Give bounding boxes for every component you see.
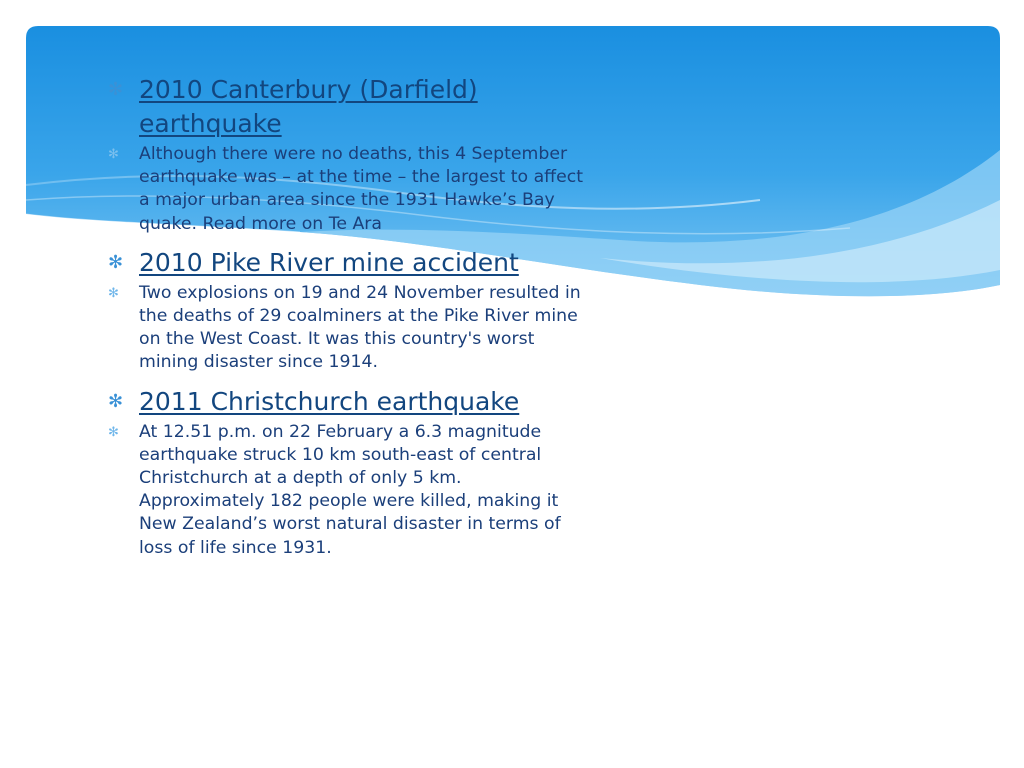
list-item: [108, 385, 588, 419]
list-item: [108, 246, 588, 280]
heading-link[interactable]: 2011 Christchurch earthquake: [139, 386, 520, 416]
list-item: [108, 73, 588, 141]
asterisk-icon: ✻: [108, 251, 124, 273]
asterisk-icon: ✻: [108, 79, 124, 100]
list-item: [108, 282, 588, 375]
asterisk-icon: ✻: [108, 390, 124, 412]
heading-link[interactable]: 2010 Pike River mine accident: [139, 247, 519, 277]
body-text: Two explosions on 19 and 24 November resulted in the deaths of 29 coalminers at the Pike River mine on the West Coast. It was this country's worst mining disaster since 1914.: [139, 282, 581, 373]
asterisk-icon: ✻: [108, 424, 119, 440]
body-text: Although there were no deaths, this 4 September earthquake was – at the time – the largest to affect a major urban area since the 1931 Hawke’s Bay quake. Read more on Te Ara: [139, 144, 583, 234]
slide-content: [108, 73, 588, 570]
asterisk-icon: ✻: [108, 147, 119, 162]
list-item: [108, 421, 588, 560]
heading-link[interactable]: 2010 Canterbury (Darfield) earthquake: [139, 75, 478, 138]
list-item: [108, 143, 588, 236]
asterisk-icon: ✻: [108, 285, 119, 301]
body-text: At 12.51 p.m. on 22 February a 6.3 magnitude earthquake struck 10 km south-east of central Christchurch at a depth of only 5 km. Approximately 182 people were killed, making it New Zealand’s worst natural disaster in terms of loss of life since 1931.: [139, 421, 561, 558]
